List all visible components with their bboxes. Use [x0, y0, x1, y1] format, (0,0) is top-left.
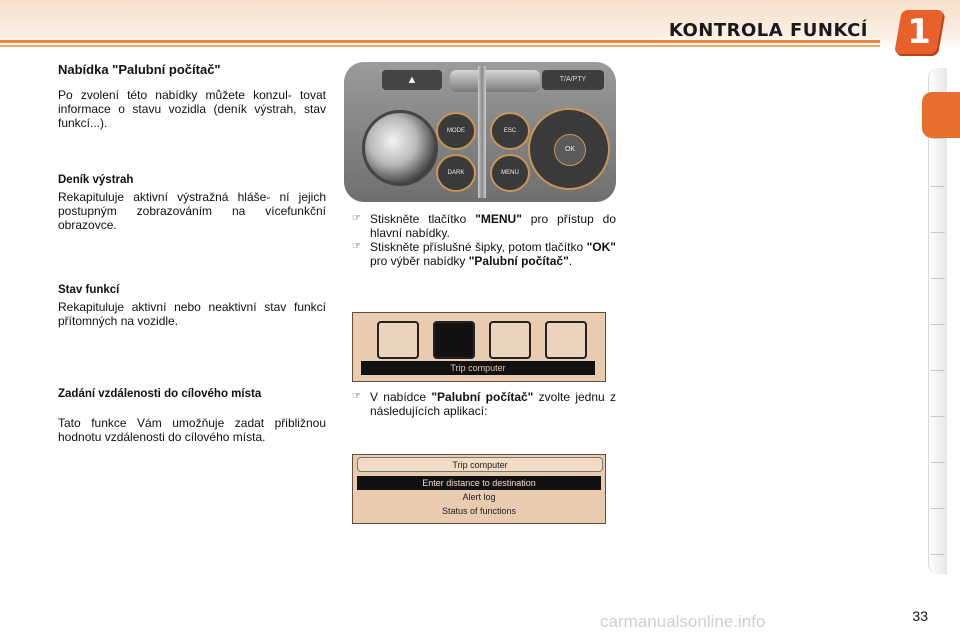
chapter-tab-strip — [928, 68, 947, 574]
hand-pointer-icon: ☞ — [352, 391, 361, 402]
ta-pty-button[interactable]: T/A/PTY — [542, 70, 604, 90]
section-text-distance: Tato funkce Vám umožňuje zadat přibližnou hodnotu vzdálenosti do cílového místa. — [58, 416, 326, 444]
control-panel-illustration — [344, 62, 616, 202]
ok-button[interactable]: OK — [554, 134, 586, 166]
chapter-badge — [894, 10, 944, 54]
submenu-header: Trip computer — [357, 457, 603, 472]
hand-pointer-icon: ☞ — [352, 213, 361, 224]
header-stripe-thin — [0, 45, 880, 47]
section-title: KONTROLA FUNKCÍ — [668, 20, 868, 41]
section-text-alert-log: Rekapituluje aktivní výstražná hláše- ní jejich postupným zobrazováním na vícefunkční obrazovce. — [58, 190, 326, 232]
page-heading: Nabídka "Palubní počítač" — [58, 62, 221, 77]
section-title-alert-log: Deník výstrah — [58, 174, 134, 186]
intro-text: Po zvolení této nabídky můžete konzul- tovat informace o stavu vozidla (deník výstrah, stav funkcí...). — [58, 88, 326, 130]
mode-button[interactable]: MODE — [436, 112, 476, 150]
section-text-status: Rekapituluje aktivní nebo neaktivní stav funkcí přítomných na vozidle. — [58, 300, 326, 328]
submenu-item-alert-log[interactable]: Alert log — [462, 492, 496, 502]
phone-icon — [545, 321, 587, 359]
settings-icon — [489, 321, 531, 359]
hand-pointer-icon: ☞ — [352, 241, 361, 252]
display-trip-computer-menu — [352, 454, 606, 524]
volume-knob[interactable] — [362, 110, 438, 186]
submenu-item-distance[interactable]: Enter distance to destination — [357, 476, 601, 490]
watermark: carmanualsonline.info — [600, 612, 766, 631]
music-icon — [377, 321, 419, 359]
esc-button[interactable]: ESC — [490, 112, 530, 150]
navigation-pad[interactable] — [528, 108, 610, 190]
active-chapter-tab[interactable] — [922, 92, 960, 138]
menu-button[interactable]: MENU — [490, 154, 530, 192]
instruction-ok: ☞ Stiskněte příslušné šipky, potom tlačítko "OK" pro výběr nabídky "Palubní počítač". — [352, 240, 616, 268]
trip-computer-icon — [433, 321, 475, 359]
section-title-distance: Zadání vzdálenosti do cílového místa — [58, 388, 262, 400]
display-main-menu — [352, 312, 606, 382]
instruction-menu: ☞ Stiskněte tlačítko "MENU" pro přístup do hlavní nabídky. — [352, 212, 616, 240]
instruction-choose: ☞ V nabídce "Palubní počítač" zvolte jednu z následujících aplikací: — [352, 390, 617, 418]
section-title-status: Stav funkcí — [58, 284, 120, 296]
chapter-number: 1 — [907, 12, 931, 52]
hazard-button[interactable]: ▲ — [382, 70, 442, 90]
page-number: 33 — [912, 608, 928, 624]
panel-divider — [478, 66, 486, 198]
page-header — [0, 0, 960, 50]
submenu-item-status[interactable]: Status of functions — [441, 506, 517, 516]
dark-button[interactable]: DARK — [436, 154, 476, 192]
cd-slot — [450, 70, 540, 92]
selected-menu-label: Trip computer — [361, 361, 595, 375]
